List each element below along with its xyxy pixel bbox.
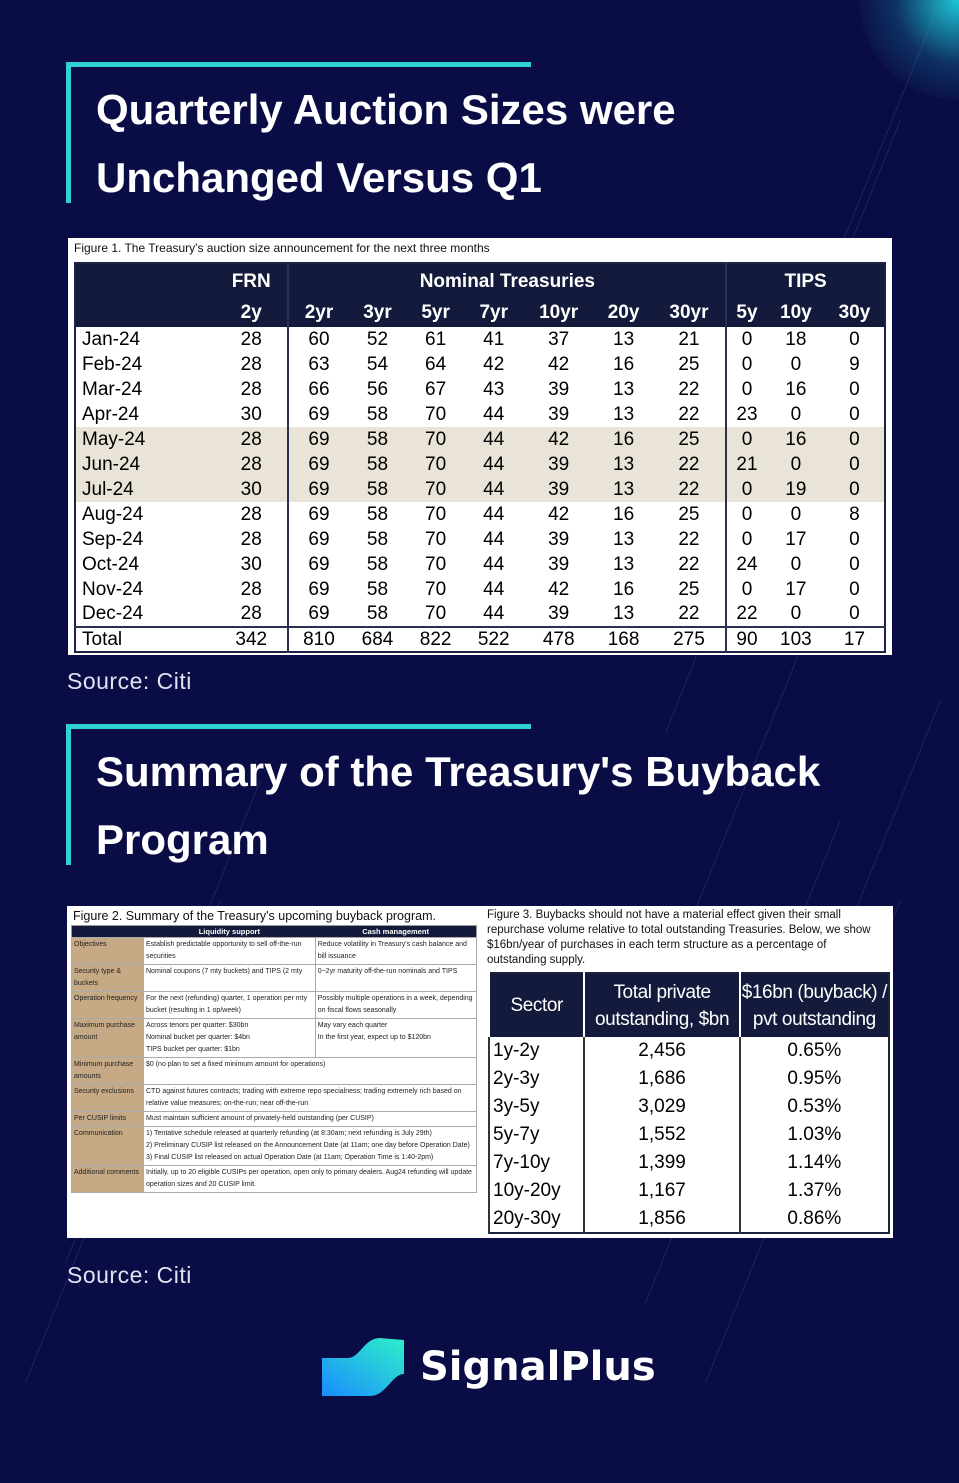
group-header: Nominal Treasuries: [288, 263, 726, 295]
table-cell: 22: [678, 603, 700, 624]
table-cell: 69: [288, 477, 348, 502]
table-cell: 0: [790, 353, 802, 375]
table-cell: 17: [785, 528, 807, 550]
table-cell: 56: [366, 378, 389, 400]
table-row: [75, 452, 885, 477]
column-header: Total private outstanding, $bn: [584, 973, 739, 1037]
row-label: Maximum purchase amount: [72, 1019, 144, 1058]
table-cell: 0: [790, 503, 802, 525]
table-cell: 69: [288, 527, 348, 552]
table-cell: 23: [726, 402, 767, 427]
table-cell: 42: [523, 427, 595, 452]
group-header-row: [75, 263, 885, 295]
table-cell: 25: [653, 427, 727, 452]
table-cell: 44: [483, 528, 505, 550]
table-cell: 66: [288, 377, 348, 402]
brand-name: SignalPlus: [420, 1344, 656, 1390]
row-label: 5y-7y: [489, 1121, 584, 1149]
table-cell: 54: [366, 353, 389, 375]
table-cell: 21: [678, 328, 700, 350]
row-label: Additional comments: [72, 1166, 144, 1193]
table-cell: 0: [825, 427, 885, 452]
table-cell: For the next (refunding) quarter, 1 operation per mty bucket (resulting in 1 op/week): [144, 992, 316, 1019]
table-row: [75, 577, 885, 602]
row-label: 3y-5y: [489, 1093, 584, 1121]
table-cell: 30: [215, 477, 288, 502]
column-header: 2y: [215, 295, 288, 327]
table-cell: 0: [849, 578, 860, 600]
column-header: Liquidity support: [144, 926, 316, 938]
table-cell: Possibly multiple operations in a week, depending on fiscal flows seasonally: [315, 992, 476, 1019]
row-label: 7y-10y: [489, 1149, 584, 1177]
figure2-caption: Figure 2. Summary of the Treasury's upcoming buyback program.: [73, 909, 436, 923]
table-cell: 70: [407, 477, 465, 502]
table-row: [489, 1121, 889, 1149]
table-row: [72, 938, 477, 965]
table-cell: 0: [825, 477, 885, 502]
table-cell: 44: [483, 403, 505, 425]
table-cell: 58: [366, 528, 389, 550]
table-cell: 39: [548, 378, 570, 400]
column-header: 3yr: [348, 295, 406, 327]
table-cell: 478: [523, 627, 595, 652]
table-cell: 19: [767, 477, 825, 502]
table-cell: 25: [678, 353, 700, 375]
table-cell: Across tenors per quarter: $30bn Nominal bucket per quarter: $4bn TIPS bucket per quarter: $1bn: [144, 1019, 316, 1058]
column-header: Cash management: [315, 926, 476, 938]
column-header: 30yr: [653, 295, 727, 327]
table-cell: 69: [288, 452, 348, 477]
table-cell: 1,167: [584, 1177, 739, 1205]
table-cell: 70: [425, 578, 447, 600]
column-header: 30y: [825, 295, 885, 327]
table-cell: 61: [425, 328, 447, 350]
table-cell: 28: [240, 603, 262, 624]
table-cell: 70: [407, 427, 465, 452]
table-cell: 0: [726, 477, 767, 502]
table-cell: 43: [483, 378, 505, 400]
table-cell: 30: [240, 403, 262, 425]
row-label: 2y-3y: [489, 1065, 584, 1093]
table-cell: 37: [548, 328, 570, 350]
table-cell: 22: [653, 452, 727, 477]
row-label: Apr-24: [82, 403, 140, 425]
row-label: Mar-24: [82, 378, 143, 400]
table-cell: 684: [348, 627, 406, 652]
table-cell: 1.37%: [740, 1177, 889, 1205]
table-cell: 28: [240, 353, 262, 375]
table-cell: 342: [215, 627, 288, 652]
table-cell: 13: [613, 403, 635, 425]
table-cell: 16: [767, 427, 825, 452]
table-cell: 0: [726, 377, 767, 402]
table-cell: 0: [790, 553, 802, 575]
table-cell: 1,856: [584, 1205, 739, 1233]
table-cell: 16: [613, 578, 635, 600]
table-cell: 0: [726, 502, 767, 527]
table-cell: 13: [595, 477, 653, 502]
figure1-caption: Figure 1. The Treasury's auction size announcement for the next three months: [74, 241, 490, 255]
table-cell: 69: [288, 427, 348, 452]
table-cell: 0: [726, 352, 767, 377]
table-cell: 810: [288, 627, 348, 652]
table-row: [489, 1149, 889, 1177]
table-row: [72, 1112, 477, 1127]
table-cell: Establish predictable opportunity to sell off-the-run securities: [144, 938, 316, 965]
row-label: Security exclusions: [72, 1085, 144, 1112]
row-label: Objectives: [72, 938, 144, 965]
table-row: [75, 352, 885, 377]
table-cell: 1,686: [584, 1065, 739, 1093]
row-label: Security type & buckets: [72, 965, 144, 992]
table-cell: 103: [767, 627, 825, 652]
table-cell: 168: [595, 627, 653, 652]
table-row: [72, 1166, 477, 1193]
table-cell: 70: [425, 503, 447, 525]
table-cell: 22: [653, 477, 727, 502]
table-cell: 42: [548, 578, 570, 600]
row-label: Oct-24: [82, 553, 140, 575]
table-cell: 275: [653, 627, 727, 652]
table-cell: 22: [678, 378, 700, 400]
table-cell: 13: [613, 528, 635, 550]
table-cell: 58: [348, 427, 406, 452]
buyback-sector-table: [488, 972, 890, 1234]
table-cell: 0: [849, 328, 860, 350]
table-cell: 39: [523, 477, 595, 502]
column-header: 10yr: [523, 295, 595, 327]
table-cell: 0: [849, 378, 860, 400]
table-cell: 0: [849, 403, 860, 425]
table-cell: 28: [240, 378, 262, 400]
table-cell: 13: [613, 328, 635, 350]
table-cell: 0.65%: [740, 1037, 889, 1065]
table-cell: 0: [726, 577, 767, 602]
header-row: [489, 973, 889, 1037]
table-cell: 0: [849, 603, 860, 624]
section1-source: Source: Citi: [67, 668, 192, 694]
row-label: Sep-24: [82, 528, 144, 550]
table-cell: 16: [595, 427, 653, 452]
table-cell: 44: [483, 603, 505, 624]
figure3-caption: Figure 3. Buybacks should not have a material effect given their small repurchase volume relative to total outstanding Treasuries. Below, we show $16bn/year of purchases in each term structure as a percentage of outstanding supply.: [487, 909, 871, 966]
table-cell: 69: [288, 602, 348, 627]
table-cell: 13: [595, 452, 653, 477]
table-row: [489, 1065, 889, 1093]
table-cell: 39: [548, 403, 570, 425]
table-cell: 0.53%: [740, 1093, 889, 1121]
group-header: TIPS: [726, 263, 885, 295]
table-row: [72, 1127, 477, 1166]
table-row: [489, 1205, 889, 1233]
row-label: Communication: [72, 1127, 144, 1166]
figure2-3-panel: [67, 906, 893, 1238]
table-row: [75, 502, 885, 527]
table-row: [72, 965, 477, 992]
section2-title: Summary of the Treasury's Buyback Program: [96, 748, 821, 863]
table-cell: 0: [726, 327, 767, 352]
table-cell: Reduce volatility in Treasury's cash balance and bill issuance: [315, 938, 476, 965]
row-label: Per CUSIP limits: [72, 1112, 144, 1127]
column-header: 2yr: [288, 295, 348, 327]
table-cell: CTD against futures contracts; trading with extreme repo specialness; trading extremely rich based on relative value measures; on-the-run; near off-the-run: [144, 1085, 477, 1112]
table-cell: 42: [548, 353, 570, 375]
table-row: [75, 327, 885, 352]
table-row: [72, 1058, 477, 1085]
table-cell: 69: [288, 552, 348, 577]
table-cell: 60: [288, 327, 348, 352]
table-cell: 1,552: [584, 1121, 739, 1149]
table-cell: 13: [613, 553, 635, 575]
table-cell: May vary each quarter In the first year, expect up to $120bn: [315, 1019, 476, 1058]
table-cell: 13: [613, 378, 635, 400]
table-cell: 17: [825, 627, 885, 652]
row-label: Total: [75, 627, 215, 652]
table-row: [75, 377, 885, 402]
table-row: [75, 627, 885, 652]
group-header: FRN: [215, 263, 288, 295]
figure1-panel: [68, 238, 892, 655]
table-row: [75, 477, 885, 502]
table-cell: 0: [790, 403, 802, 425]
table-cell: 42: [483, 353, 505, 375]
row-label: 20y-30y: [489, 1205, 584, 1233]
table-cell: 22: [726, 602, 767, 627]
table-cell: 25: [678, 578, 700, 600]
table-cell: 522: [465, 627, 523, 652]
table-cell: 16: [613, 503, 635, 525]
table-cell: 0.86%: [740, 1205, 889, 1233]
table-row: [489, 1177, 889, 1205]
table-cell: 44: [465, 427, 523, 452]
table-cell: 58: [348, 477, 406, 502]
table-cell: 58: [366, 503, 389, 525]
table-cell: $0 (no plan to set a fixed minimum amount for operations): [144, 1058, 477, 1085]
table-row: [75, 402, 885, 427]
table-cell: 63: [288, 352, 348, 377]
table-cell: 16: [613, 353, 635, 375]
table-cell: 0: [726, 427, 767, 452]
signalplus-logo: [320, 1336, 656, 1398]
column-header: $16bn (buyback) / pvt outstanding: [740, 973, 889, 1037]
table-row: [75, 602, 885, 627]
table-cell: 67: [425, 378, 447, 400]
signalplus-logo-icon: [320, 1336, 406, 1398]
table-row: [72, 1085, 477, 1112]
table-cell: 22: [678, 403, 700, 425]
table-cell: 0: [790, 603, 802, 624]
column-header-row: [75, 295, 885, 327]
table-cell: 0.95%: [740, 1065, 889, 1093]
buyback-summary-table: [71, 925, 477, 1193]
table-cell: 28: [240, 328, 262, 350]
auction-size-table: [74, 262, 886, 653]
table-cell: 69: [288, 402, 348, 427]
table-row: [72, 992, 477, 1019]
table-cell: Nominal coupons (7 mty buckets) and TIPS (2 mty: [144, 965, 316, 992]
section2-heading: [66, 724, 926, 865]
table-cell: 17: [785, 578, 807, 600]
table-row: [75, 552, 885, 577]
table-cell: 13: [613, 603, 635, 624]
table-cell: 0: [767, 452, 825, 477]
column-header: 10y: [767, 295, 825, 327]
table-cell: 1.14%: [740, 1149, 889, 1177]
section2-source: Source: Citi: [67, 1262, 192, 1288]
row-label: Operation frequency: [72, 992, 144, 1019]
table-cell: Must maintain sufficient amount of privately-held outstanding (per CUSIP): [144, 1112, 477, 1127]
table-cell: 24: [726, 552, 767, 577]
row-label: Aug-24: [82, 503, 144, 525]
header-row: [72, 926, 477, 938]
table-cell: 44: [465, 452, 523, 477]
table-cell: 0~2yr maturity off-the-run nominals and TIPS: [315, 965, 476, 992]
table-cell: 16: [785, 378, 807, 400]
row-label: Jul-24: [75, 477, 215, 502]
table-cell: 0: [849, 553, 860, 575]
table-cell: 21: [726, 452, 767, 477]
table-row: [75, 527, 885, 552]
table-cell: 8: [849, 503, 860, 525]
table-cell: 0: [726, 527, 767, 552]
row-label: Dec-24: [82, 603, 144, 624]
row-label: 10y-20y: [489, 1177, 584, 1205]
row-label: May-24: [75, 427, 215, 452]
table-cell: 28: [240, 528, 262, 550]
table-cell: 69: [288, 502, 348, 527]
row-label: Jun-24: [75, 452, 215, 477]
column-header: 5y: [726, 295, 767, 327]
section1-title: Quarterly Auction Sizes were Unchanged Versus Q1: [96, 86, 676, 201]
table-cell: 39: [523, 452, 595, 477]
table-cell: 22: [678, 553, 700, 575]
table-cell: 70: [407, 452, 465, 477]
table-cell: 69: [288, 577, 348, 602]
table-cell: 52: [366, 328, 389, 350]
row-label: Nov-24: [82, 578, 144, 600]
table-row: [75, 427, 885, 452]
table-cell: 42: [548, 503, 570, 525]
table-cell: 1,399: [584, 1149, 739, 1177]
table-cell: 70: [425, 403, 447, 425]
row-label: Minimum purchase amounts: [72, 1058, 144, 1085]
table-cell: 58: [366, 403, 389, 425]
table-cell: 41: [483, 328, 505, 350]
row-label: Feb-24: [82, 353, 143, 375]
column-header: 7yr: [465, 295, 523, 327]
table-cell: 44: [465, 477, 523, 502]
section1-heading: [66, 62, 926, 203]
column-header: Sector: [489, 973, 584, 1037]
table-cell: 28: [215, 452, 288, 477]
table-cell: 39: [548, 528, 570, 550]
table-cell: 39: [548, 603, 570, 624]
table-cell: 58: [366, 603, 389, 624]
table-cell: 25: [678, 503, 700, 525]
table-cell: 822: [407, 627, 465, 652]
table-cell: 18: [785, 328, 807, 350]
row-label: 1y-2y: [489, 1037, 584, 1065]
table-cell: 1) Tentative schedule released at quarterly refunding (at 8:30am; next refunding is July 29th) 2) Preliminary CUSIP list released on the Announcement Date (at 11am; one day before Operation Date) 3) Final CUSIP list released on actual Operation Date (at 11am; Operation Time is 1:40-2pm): [144, 1127, 477, 1166]
table-cell: 70: [425, 528, 447, 550]
table-cell: 0: [849, 528, 860, 550]
table-cell: 70: [425, 553, 447, 575]
table-cell: 22: [678, 528, 700, 550]
table-row: [72, 1019, 477, 1058]
table-cell: 2,456: [584, 1037, 739, 1065]
table-cell: 28: [240, 503, 262, 525]
table-cell: 1.03%: [740, 1121, 889, 1149]
table-cell: 90: [726, 627, 767, 652]
table-cell: 3,029: [584, 1093, 739, 1121]
row-label: Jan-24: [82, 328, 141, 350]
table-cell: 64: [425, 353, 447, 375]
table-cell: 28: [240, 578, 262, 600]
table-cell: 70: [425, 603, 447, 624]
table-cell: 28: [215, 427, 288, 452]
table-cell: 30: [240, 553, 262, 575]
column-header: 5yr: [407, 295, 465, 327]
table-cell: 44: [483, 553, 505, 575]
table-cell: 9: [849, 353, 860, 375]
table-row: [489, 1037, 889, 1065]
table-cell: 58: [366, 578, 389, 600]
table-cell: 0: [825, 452, 885, 477]
table-cell: Initially, up to 20 eligible CUSIPs per operation, open only to primary dealers. Aug24 refunding will update operation sizes and 20 CUSIP limit.: [144, 1166, 477, 1193]
table-cell: 39: [548, 553, 570, 575]
table-row: [489, 1093, 889, 1121]
table-cell: 44: [483, 578, 505, 600]
table-cell: 44: [483, 503, 505, 525]
table-cell: 58: [366, 553, 389, 575]
table-cell: 58: [348, 452, 406, 477]
column-header: 20y: [595, 295, 653, 327]
